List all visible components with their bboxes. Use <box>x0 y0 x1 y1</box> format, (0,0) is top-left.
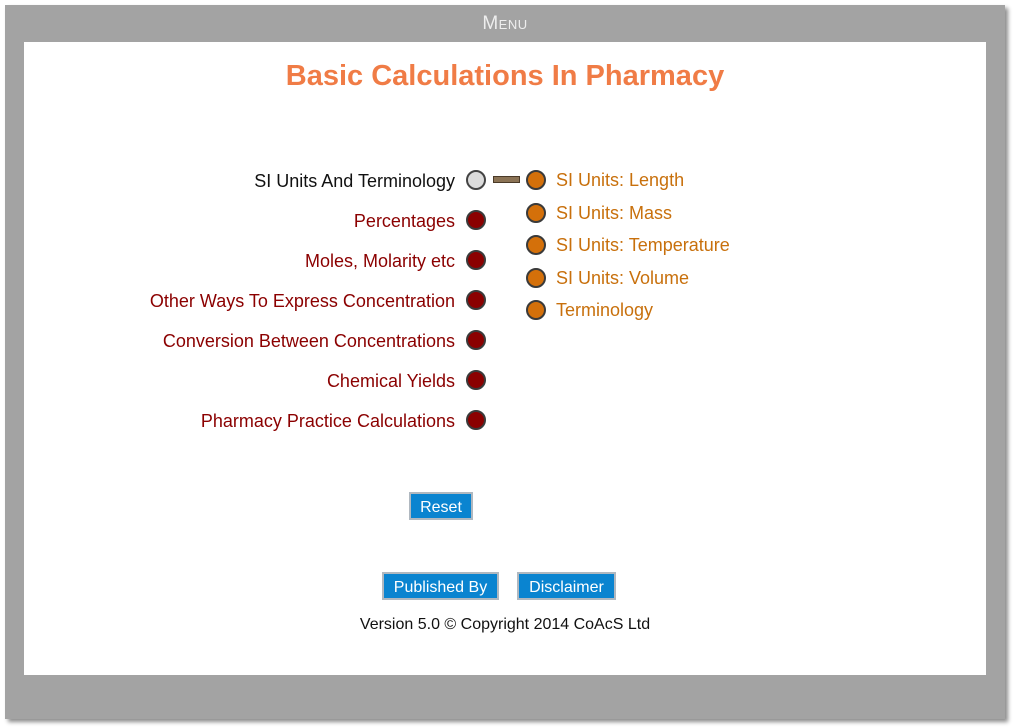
disclaimer-button[interactable]: Disclaimer <box>517 572 616 600</box>
main-menu-item-conversion[interactable]: Conversion Between Concentrations <box>162 331 455 351</box>
sub-menu-dot-length[interactable] <box>526 170 546 190</box>
app-frame <box>5 5 1005 719</box>
sub-menu-item-temperature[interactable]: SI Units: Temperature <box>556 235 730 255</box>
version-copyright: Version 5.0 © Copyright 2014 CoAcS Ltd <box>359 616 651 633</box>
main-menu-dot-chemical-yields[interactable] <box>466 370 486 390</box>
content-panel <box>24 42 986 675</box>
main-menu-item-si-units[interactable]: SI Units And Terminology <box>254 171 455 191</box>
main-menu-dot-moles[interactable] <box>466 250 486 270</box>
main-menu-dot-pharmacy-practice[interactable] <box>466 410 486 430</box>
reset-button[interactable]: Reset <box>409 492 473 520</box>
main-menu-item-chemical-yields[interactable]: Chemical Yields <box>326 371 455 391</box>
sub-menu-item-volume[interactable]: SI Units: Volume <box>556 268 690 288</box>
main-menu-item-pharmacy-practice[interactable]: Pharmacy Practice Calculations <box>200 411 455 431</box>
main-menu-item-moles[interactable]: Moles, Molarity etc <box>304 251 455 271</box>
sub-menu-dot-mass[interactable] <box>526 203 546 223</box>
page-title: Basic Calculations In Pharmacy <box>285 60 725 92</box>
main-menu-item-percentages[interactable]: Percentages <box>353 211 455 231</box>
menu-header[interactable]: Menu <box>482 13 528 34</box>
sub-menu-item-length[interactable]: SI Units: Length <box>556 170 685 190</box>
sub-menu-dot-terminology[interactable] <box>526 300 546 320</box>
main-menu-item-other-ways[interactable]: Other Ways To Express Concentration <box>149 291 455 311</box>
sub-menu-item-mass[interactable]: SI Units: Mass <box>556 203 673 223</box>
published-by-button[interactable]: Published By <box>382 572 499 600</box>
sub-menu-dot-volume[interactable] <box>526 268 546 288</box>
main-menu-dot-conversion[interactable] <box>466 330 486 350</box>
main-menu-dot-si-units-selected[interactable] <box>466 170 486 190</box>
sub-menu-dot-temperature[interactable] <box>526 235 546 255</box>
main-menu-dot-other-ways[interactable] <box>466 290 486 310</box>
main-menu-dot-percentages[interactable] <box>466 210 486 230</box>
sub-menu-item-terminology[interactable]: Terminology <box>556 300 654 320</box>
menu-connector <box>493 176 520 183</box>
